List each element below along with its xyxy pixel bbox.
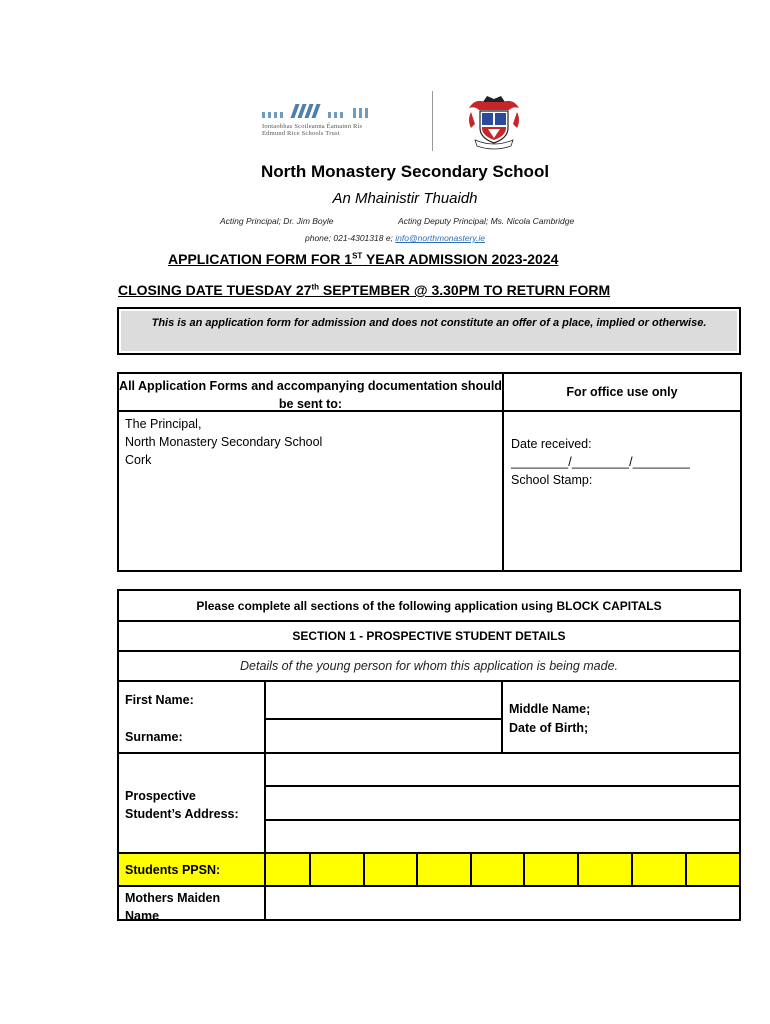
date-received-label: Date received: [511, 437, 592, 451]
date-received-field[interactable]: ________/________/________ [511, 455, 690, 469]
school-stamp-label: School Stamp: [511, 473, 593, 487]
ppsn-digit-box[interactable] [416, 854, 470, 885]
address-line: Cork [125, 453, 152, 467]
closing-date-rest: SEPTEMBER @ 3.30PM TO RETURN FORM [319, 282, 611, 298]
trust-logo [262, 104, 422, 144]
send-to-box [117, 372, 742, 572]
office-use-area [504, 412, 740, 570]
address-label-line1: Prospective [125, 789, 196, 803]
ppsn-digit-box[interactable] [577, 854, 631, 885]
notice-box [117, 307, 741, 355]
postal-address [119, 412, 504, 570]
middle-column-divider [501, 682, 503, 754]
ppsn-digit-box[interactable] [264, 854, 309, 885]
mothers-maiden-name-label [125, 889, 220, 919]
application-section [117, 589, 741, 921]
middle-name-label: Middle Name; [509, 702, 591, 716]
date-of-birth-label: Date of Birth; [509, 721, 589, 735]
address-input-line3[interactable] [266, 821, 739, 852]
ppsn-digit-box[interactable] [685, 854, 739, 885]
logo-divider [432, 91, 433, 151]
principal-name: Acting Principal; Dr. Jim Boyle [220, 216, 334, 226]
school-crest-icon [465, 94, 523, 150]
maiden-label-line1: Mothers Maiden [125, 891, 221, 905]
mothers-maiden-name-input[interactable] [266, 887, 739, 919]
ppsn-digit-box[interactable] [631, 854, 685, 885]
send-to-heading: All Application Forms and accompanying documentation should be sent to: [119, 374, 504, 412]
first-name-input[interactable] [266, 684, 499, 717]
office-use-heading: For office use only [504, 374, 740, 412]
phone-text: phone; 021-4301318 e; [305, 233, 396, 243]
surname-label: Surname: [125, 730, 183, 744]
form-title-year: YEAR ADMISSION 2023-2024 [362, 251, 559, 267]
closing-date-text: CLOSING DATE TUESDAY 27 [118, 282, 312, 298]
trust-logo-bars-icon [262, 104, 422, 118]
email-link[interactable]: info@northmonastery.ie [395, 233, 486, 243]
notice-text: This is an application form for admission and does not constitute an offer of a place, implied or otherwise. [121, 311, 737, 351]
deputy-principal-name: Acting Deputy Principal; Ms. Nicola Cambridge [398, 216, 575, 226]
ppsn-label: Students PPSN: [125, 863, 221, 877]
address-line: North Monastery Secondary School [125, 435, 323, 449]
section-1-heading: SECTION 1 - PROSPECTIVE STUDENT DETAILS [119, 622, 739, 652]
first-name-label: First Name: [125, 693, 194, 707]
school-irish-name: An Mhainistir Thuaidh [332, 190, 478, 207]
surname-input[interactable] [266, 720, 499, 751]
form-title [168, 251, 558, 267]
address-label [125, 787, 239, 823]
address-input-line2[interactable] [266, 787, 739, 819]
ppsn-digit-box[interactable] [523, 854, 577, 885]
address-label-line2: Student’s Address: [125, 807, 239, 821]
ppsn-digit-box[interactable] [363, 854, 416, 885]
school-name: North Monastery Secondary School [260, 162, 550, 181]
form-title-text: APPLICATION FORM FOR 1 [168, 251, 353, 267]
closing-date [118, 282, 610, 298]
address-line: The Principal, [125, 417, 202, 431]
trust-name-irish: Iontaobhas Scoileanna Éamainn Rís [262, 123, 363, 130]
block-capitals-instruction: Please complete all sections of the following application using BLOCK CAPITALS [119, 591, 739, 622]
trust-name-english: Edmund Rice Schools Trust [262, 130, 340, 137]
maiden-label-line2: Name [125, 909, 160, 919]
closing-date-sup: th [311, 282, 320, 292]
address-input-line1[interactable] [266, 754, 739, 785]
contact-line [305, 233, 485, 243]
form-title-sup: ST [352, 251, 363, 261]
ppsn-digit-box[interactable] [470, 854, 523, 885]
ppsn-row [119, 854, 739, 887]
section-1-subheading: Details of the young person for whom this application is being made. [119, 652, 739, 682]
ppsn-digit-box[interactable] [309, 854, 363, 885]
